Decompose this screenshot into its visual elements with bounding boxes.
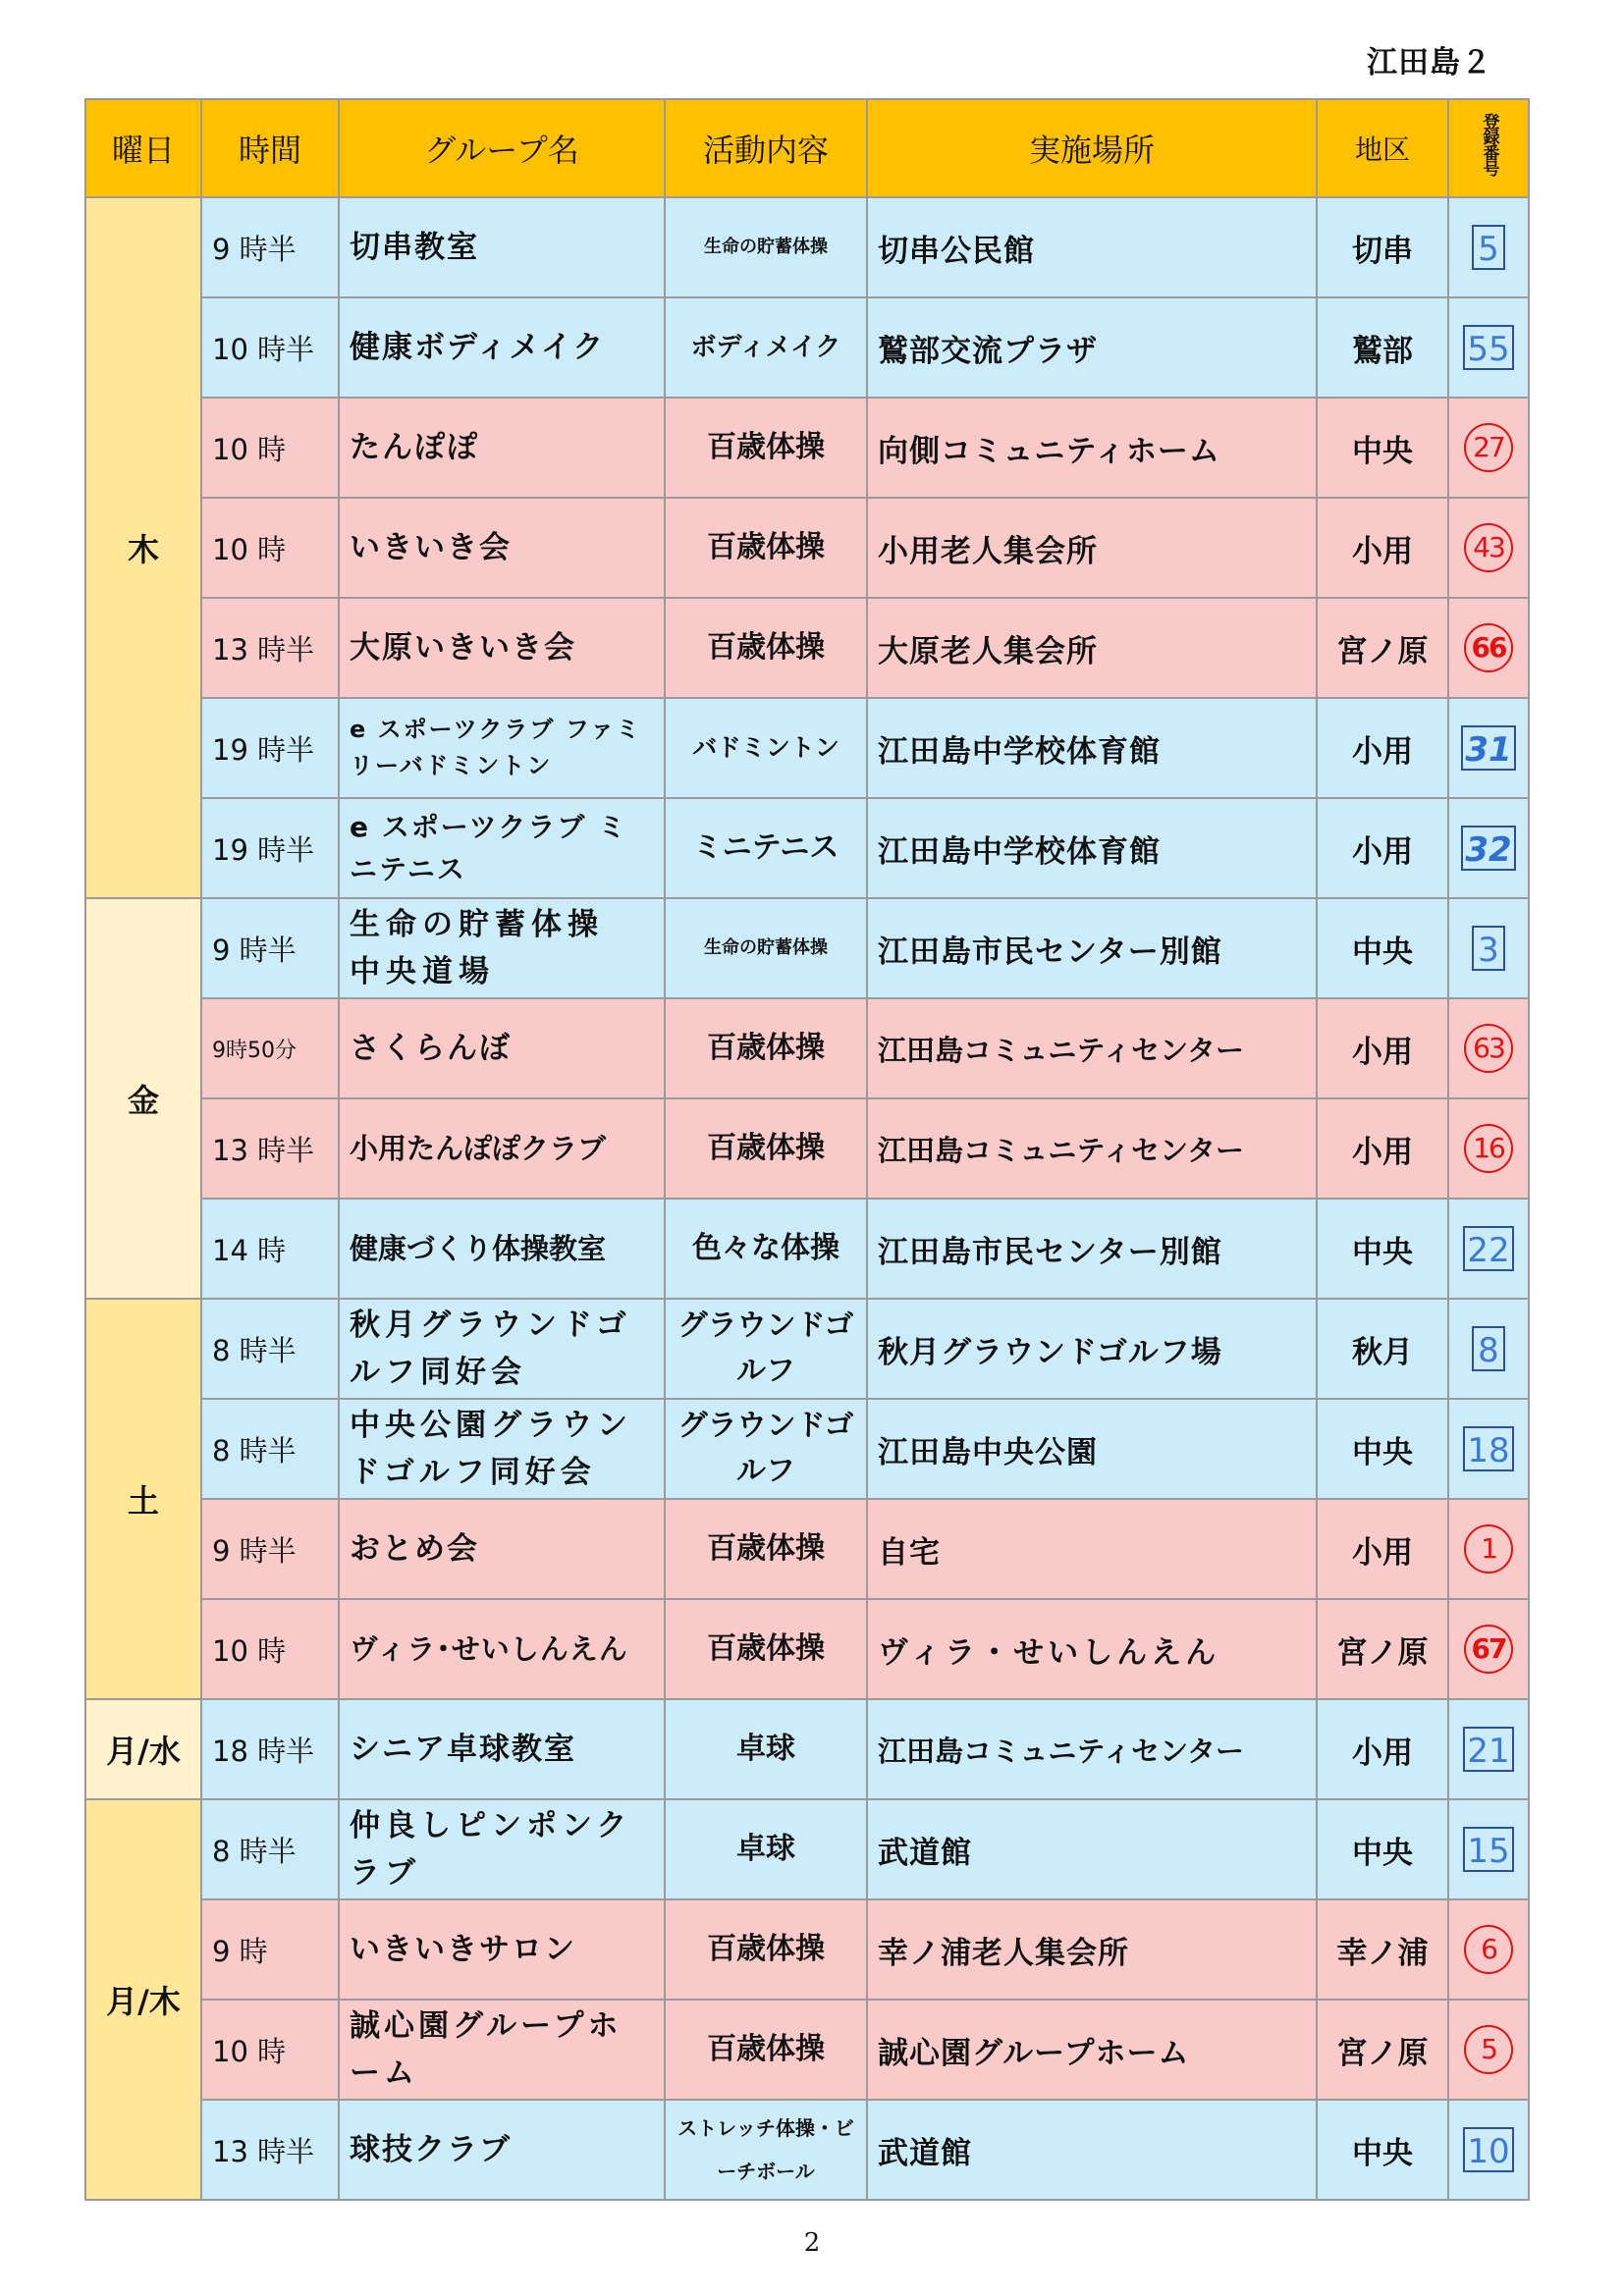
area-cell: 宮ノ原 bbox=[1317, 2000, 1448, 2100]
reg-cell bbox=[1448, 297, 1529, 398]
time-cell: 10 時 bbox=[201, 398, 339, 498]
header-place: 実施場所 bbox=[867, 99, 1317, 197]
time-cell: 13 時半 bbox=[201, 598, 339, 698]
group-cell: おとめ会 bbox=[339, 1499, 665, 1599]
schedule-table bbox=[84, 98, 1530, 2201]
table-row bbox=[85, 498, 1529, 598]
group-cell: e スポーツクラブ ファミリーバドミントン bbox=[339, 698, 665, 798]
activity-cell: グラウンドゴルフ bbox=[665, 1299, 867, 1399]
place-cell: 小用老人集会所 bbox=[867, 498, 1317, 598]
area-cell: 中央 bbox=[1317, 1799, 1448, 1899]
time-cell: 14 時 bbox=[201, 1199, 339, 1299]
table-row bbox=[85, 1098, 1529, 1199]
table-row bbox=[85, 698, 1529, 798]
activity-cell: 百歳体操 bbox=[665, 398, 867, 498]
reg-number-badge: 1 bbox=[1464, 1524, 1513, 1574]
day-cell: 月/木 bbox=[85, 1799, 201, 2200]
group-cell: 中央公園グラウンドゴルフ同好会 bbox=[339, 1399, 665, 1499]
time-cell: 9 時半 bbox=[201, 898, 339, 998]
reg-number-badge: 21 bbox=[1463, 1727, 1513, 1772]
reg-cell bbox=[1448, 998, 1529, 1098]
table-row bbox=[85, 297, 1529, 398]
table-row bbox=[85, 1499, 1529, 1599]
place-cell: 秋月グラウンドゴルフ場 bbox=[867, 1299, 1317, 1399]
reg-number-badge: 6 bbox=[1464, 1925, 1513, 1974]
table-row bbox=[85, 598, 1529, 698]
place-cell: 江田島中学校体育館 bbox=[867, 698, 1317, 798]
area-cell: 鷲部 bbox=[1317, 297, 1448, 398]
activity-cell: 百歳体操 bbox=[665, 1499, 867, 1599]
reg-number-badge: 15 bbox=[1463, 1827, 1513, 1872]
time-cell: 10 時 bbox=[201, 1599, 339, 1699]
time-cell: 9 時半 bbox=[201, 197, 339, 297]
group-cell: e スポーツクラブ ミニテニス bbox=[339, 798, 665, 898]
place-cell: 幸ノ浦老人集会所 bbox=[867, 1899, 1317, 2000]
place-cell: 切串公民館 bbox=[867, 197, 1317, 297]
time-cell: 8 時半 bbox=[201, 1799, 339, 1899]
group-cell: 仲良しピンポンクラブ bbox=[339, 1799, 665, 1899]
reg-cell bbox=[1448, 2100, 1529, 2200]
table-row bbox=[85, 898, 1529, 998]
area-cell: 中央 bbox=[1317, 398, 1448, 498]
group-cell: 切串教室 bbox=[339, 197, 665, 297]
header-area: 地区 bbox=[1317, 99, 1448, 197]
day-cell: 金 bbox=[85, 898, 201, 1299]
place-cell: 向側コミュニティホーム bbox=[867, 398, 1317, 498]
table-row bbox=[85, 1899, 1529, 2000]
group-cell: 誠心園グループホーム bbox=[339, 2000, 665, 2100]
place-cell: 江田島中央公園 bbox=[867, 1399, 1317, 1499]
activity-cell: ボディメイク bbox=[665, 297, 867, 398]
area-cell: 幸ノ浦 bbox=[1317, 1899, 1448, 2000]
reg-cell bbox=[1448, 898, 1529, 998]
reg-number-badge: 63 bbox=[1464, 1024, 1513, 1073]
area-cell: 小用 bbox=[1317, 798, 1448, 898]
area-cell: 小用 bbox=[1317, 698, 1448, 798]
activity-cell: グラウンドゴルフ bbox=[665, 1399, 867, 1499]
table-row bbox=[85, 998, 1529, 1098]
reg-number-badge: 55 bbox=[1463, 325, 1513, 370]
reg-cell bbox=[1448, 798, 1529, 898]
reg-number-badge: 3 bbox=[1472, 926, 1505, 971]
table-row bbox=[85, 1299, 1529, 1399]
reg-cell bbox=[1448, 698, 1529, 798]
table-row bbox=[85, 1799, 1529, 1899]
reg-cell bbox=[1448, 197, 1529, 297]
time-cell: 10 時 bbox=[201, 498, 339, 598]
place-cell: ヴィラ・せいしんえん bbox=[867, 1599, 1317, 1699]
group-cell: 球技クラブ bbox=[339, 2100, 665, 2200]
group-cell: 健康づくり体操教室 bbox=[339, 1199, 665, 1299]
area-cell: 切串 bbox=[1317, 197, 1448, 297]
activity-cell: 百歳体操 bbox=[665, 598, 867, 698]
table-row bbox=[85, 798, 1529, 898]
time-cell: 19 時半 bbox=[201, 698, 339, 798]
reg-number-badge: 43 bbox=[1464, 523, 1513, 572]
table-row bbox=[85, 1599, 1529, 1699]
place-cell: 武道館 bbox=[867, 2100, 1317, 2200]
area-cell: 中央 bbox=[1317, 1199, 1448, 1299]
group-cell: 小用たんぽぽクラブ bbox=[339, 1098, 665, 1199]
group-cell: 生命の貯蓄体操 中央道場 bbox=[339, 898, 665, 998]
reg-cell bbox=[1448, 1098, 1529, 1199]
time-cell: 8 時半 bbox=[201, 1299, 339, 1399]
activity-cell: 卓球 bbox=[665, 1799, 867, 1899]
activity-cell: ストレッチ体操・ビーチボール bbox=[665, 2100, 867, 2200]
area-cell: 中央 bbox=[1317, 2100, 1448, 2200]
page-label: 江田島２ bbox=[1367, 45, 1492, 80]
area-cell: 宮ノ原 bbox=[1317, 1599, 1448, 1699]
activity-cell: 百歳体操 bbox=[665, 998, 867, 1098]
time-cell: 9 時 bbox=[201, 1899, 339, 2000]
reg-number-badge: 67 bbox=[1464, 1625, 1513, 1674]
place-cell: 江田島コミュニティセンター bbox=[867, 1699, 1317, 1799]
reg-cell bbox=[1448, 1799, 1529, 1899]
reg-cell bbox=[1448, 1599, 1529, 1699]
place-cell: 誠心園グループホーム bbox=[867, 2000, 1317, 2100]
place-cell: 江田島市民センター別館 bbox=[867, 1199, 1317, 1299]
reg-cell bbox=[1448, 598, 1529, 698]
activity-cell: 生命の貯蓄体操 bbox=[665, 197, 867, 297]
place-cell: 江田島市民センター別館 bbox=[867, 898, 1317, 998]
activity-cell: 生命の貯蓄体操 bbox=[665, 898, 867, 998]
reg-number-badge: 18 bbox=[1463, 1426, 1513, 1471]
group-cell: シニア卓球教室 bbox=[339, 1699, 665, 1799]
place-cell: 江田島中学校体育館 bbox=[867, 798, 1317, 898]
reg-cell bbox=[1448, 498, 1529, 598]
activity-cell: 百歳体操 bbox=[665, 1599, 867, 1699]
activity-cell: ミニテニス bbox=[665, 798, 867, 898]
time-cell: 13 時半 bbox=[201, 2100, 339, 2200]
table-row bbox=[85, 1699, 1529, 1799]
header-registration-label: 登録番号 bbox=[1479, 113, 1499, 176]
group-cell: いきいきサロン bbox=[339, 1899, 665, 2000]
activity-cell: 百歳体操 bbox=[665, 2000, 867, 2100]
reg-cell bbox=[1448, 1899, 1529, 2000]
table-row bbox=[85, 2000, 1529, 2100]
activity-cell: 百歳体操 bbox=[665, 498, 867, 598]
reg-cell bbox=[1448, 1399, 1529, 1499]
activity-cell: 卓球 bbox=[665, 1699, 867, 1799]
activity-cell: 色々な体操 bbox=[665, 1199, 867, 1299]
reg-number-badge: 66 bbox=[1464, 623, 1513, 672]
table-row bbox=[85, 398, 1529, 498]
group-cell: たんぽぽ bbox=[339, 398, 665, 498]
reg-number-badge: 5 bbox=[1464, 2025, 1513, 2074]
table-header-row bbox=[85, 99, 1529, 197]
place-cell: 大原老人集会所 bbox=[867, 598, 1317, 698]
area-cell: 小用 bbox=[1317, 1699, 1448, 1799]
reg-number-badge: 5 bbox=[1472, 225, 1505, 270]
place-cell: 鷲部交流プラザ bbox=[867, 297, 1317, 398]
reg-number-badge: 22 bbox=[1463, 1226, 1513, 1271]
time-cell: 10 時半 bbox=[201, 297, 339, 398]
reg-cell bbox=[1448, 2000, 1529, 2100]
day-cell: 月/水 bbox=[85, 1699, 201, 1799]
reg-cell bbox=[1448, 1499, 1529, 1599]
reg-number-badge: 32 bbox=[1461, 826, 1515, 871]
table-row bbox=[85, 1199, 1529, 1299]
time-cell: 8 時半 bbox=[201, 1399, 339, 1499]
group-cell: 大原いきいき会 bbox=[339, 598, 665, 698]
place-cell: 江田島コミュニティセンター bbox=[867, 1098, 1317, 1199]
area-cell: 小用 bbox=[1317, 498, 1448, 598]
activity-cell: バドミントン bbox=[665, 698, 867, 798]
activity-cell: 百歳体操 bbox=[665, 1098, 867, 1199]
area-cell: 中央 bbox=[1317, 1399, 1448, 1499]
reg-cell bbox=[1448, 398, 1529, 498]
header-time: 時間 bbox=[201, 99, 339, 197]
reg-number-badge: 10 bbox=[1463, 2127, 1513, 2172]
group-cell: 秋月グラウンドゴルフ同好会 bbox=[339, 1299, 665, 1399]
header-registration bbox=[1448, 99, 1529, 197]
table-row bbox=[85, 1399, 1529, 1499]
day-cell: 木 bbox=[85, 197, 201, 898]
time-cell: 18 時半 bbox=[201, 1699, 339, 1799]
group-cell: いきいき会 bbox=[339, 498, 665, 598]
time-cell: 19 時半 bbox=[201, 798, 339, 898]
area-cell: 小用 bbox=[1317, 1499, 1448, 1599]
reg-number-badge: 31 bbox=[1461, 725, 1515, 771]
header-day: 曜日 bbox=[85, 99, 201, 197]
time-cell: 9時50分 bbox=[201, 998, 339, 1098]
header-group: グループ名 bbox=[339, 99, 665, 197]
place-cell: 武道館 bbox=[867, 1799, 1317, 1899]
activity-cell: 百歳体操 bbox=[665, 1899, 867, 2000]
area-cell: 中央 bbox=[1317, 898, 1448, 998]
time-cell: 13 時半 bbox=[201, 1098, 339, 1199]
group-cell: ヴィラ･せいしんえん bbox=[339, 1599, 665, 1699]
day-cell: 土 bbox=[85, 1299, 201, 1699]
area-cell: 秋月 bbox=[1317, 1299, 1448, 1399]
reg-cell bbox=[1448, 1699, 1529, 1799]
area-cell: 小用 bbox=[1317, 998, 1448, 1098]
reg-cell bbox=[1448, 1299, 1529, 1399]
group-cell: 健康ボディメイク bbox=[339, 297, 665, 398]
time-cell: 10 時 bbox=[201, 2000, 339, 2100]
reg-number-badge: 16 bbox=[1464, 1124, 1513, 1173]
place-cell: 自宅 bbox=[867, 1499, 1317, 1599]
reg-number-badge: 8 bbox=[1472, 1326, 1505, 1371]
table-row bbox=[85, 2100, 1529, 2200]
area-cell: 宮ノ原 bbox=[1317, 598, 1448, 698]
place-cell: 江田島コミュニティセンター bbox=[867, 998, 1317, 1098]
group-cell: さくらんぼ bbox=[339, 998, 665, 1098]
reg-cell bbox=[1448, 1199, 1529, 1299]
header-activity: 活動内容 bbox=[665, 99, 867, 197]
table-row bbox=[85, 197, 1529, 297]
reg-number-badge: 27 bbox=[1464, 423, 1513, 472]
time-cell: 9 時半 bbox=[201, 1499, 339, 1599]
area-cell: 小用 bbox=[1317, 1098, 1448, 1199]
page-number: 2 bbox=[803, 2228, 821, 2258]
